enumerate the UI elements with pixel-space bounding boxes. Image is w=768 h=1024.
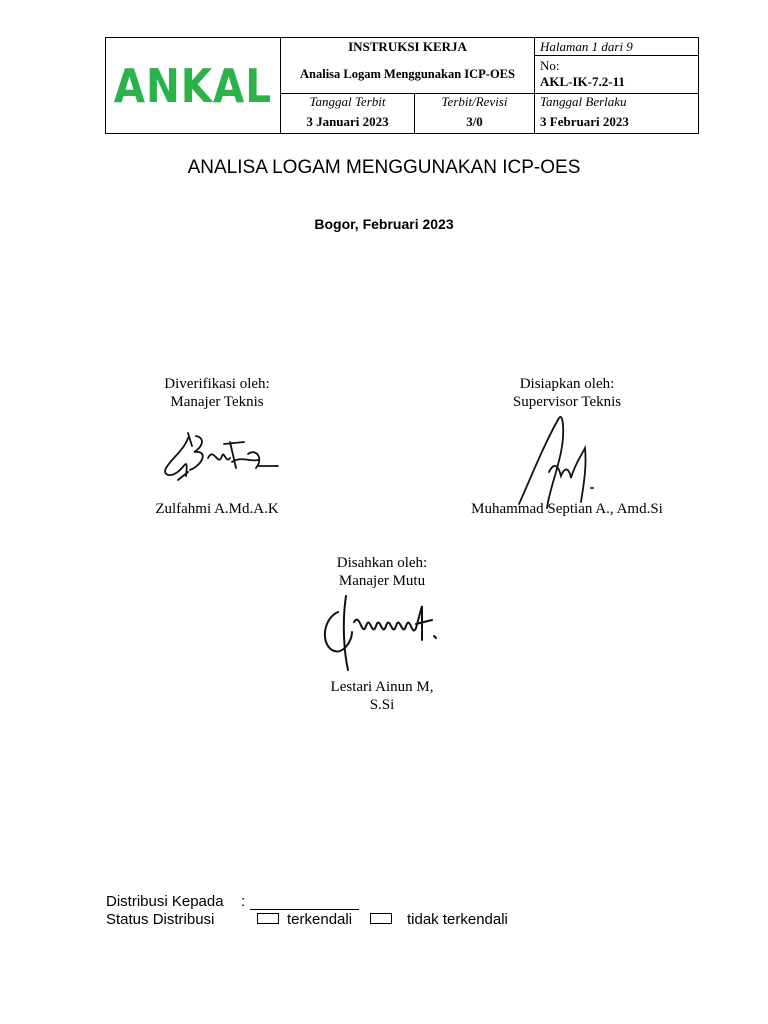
prepared-label: Disiapkan oleh: bbox=[519, 376, 615, 392]
issue-date-label: Tanggal Terbit bbox=[309, 94, 386, 109]
approved-name-line2: S.Si bbox=[369, 697, 395, 713]
place-date: Bogor, Februari 2023 bbox=[314, 216, 454, 232]
distribution-colon: : bbox=[241, 893, 246, 910]
approved-label: Disahkan oleh: bbox=[336, 555, 428, 571]
company-logo bbox=[106, 38, 280, 133]
page-indicator: Halaman 1 dari 9 bbox=[540, 39, 633, 54]
distribution-status-label: Status Distribusi bbox=[106, 911, 215, 928]
effective-date-label: Tanggal Berlaku bbox=[540, 94, 627, 109]
effective-date: 3 Februari 2023 bbox=[540, 114, 629, 129]
approved-name bbox=[282, 678, 482, 714]
prepared-name: Muhammad Septian A., Amd.Si bbox=[471, 501, 663, 517]
prepared-block bbox=[467, 375, 667, 411]
logo-text: ANKAL bbox=[113, 58, 273, 113]
controlled-checkbox[interactable] bbox=[257, 913, 279, 924]
doc-number-label: No: bbox=[540, 58, 560, 73]
approved-role: Manajer Mutu bbox=[338, 573, 426, 589]
uncontrolled-label: tidak terkendali bbox=[407, 911, 508, 928]
approved-signature bbox=[318, 592, 448, 674]
doc-type: INSTRUKSI KERJA bbox=[348, 39, 467, 54]
revision: 3/0 bbox=[466, 114, 483, 129]
distribution-to-blank[interactable] bbox=[250, 909, 359, 910]
revision-label: Terbit/Revisi bbox=[441, 94, 508, 109]
controlled-label: terkendali bbox=[287, 911, 353, 928]
issue-date: 3 Januari 2023 bbox=[306, 114, 389, 129]
verified-label: Diverifikasi oleh: bbox=[164, 376, 270, 392]
approved-name-line1: Lestari Ainun M, bbox=[330, 679, 434, 695]
verified-block bbox=[117, 375, 317, 411]
prepared-signature bbox=[515, 412, 600, 512]
verified-name: Zulfahmi A.Md.A.K bbox=[155, 501, 279, 517]
document-title: ANALISA LOGAM MENGGUNAKAN ICP-OES bbox=[187, 157, 581, 178]
approved-block bbox=[282, 554, 482, 590]
document-header-table bbox=[105, 37, 699, 134]
verified-role: Manajer Teknis bbox=[170, 394, 264, 410]
doc-header-title: Analisa Logam Menggunakan ICP-OES bbox=[300, 67, 515, 81]
distribution-to-label: Distribusi Kepada bbox=[106, 893, 224, 910]
verified-signature bbox=[158, 428, 283, 483]
prepared-role: Supervisor Teknis bbox=[512, 394, 622, 410]
uncontrolled-checkbox[interactable] bbox=[370, 913, 392, 924]
doc-number: AKL-IK-7.2-11 bbox=[540, 74, 625, 89]
